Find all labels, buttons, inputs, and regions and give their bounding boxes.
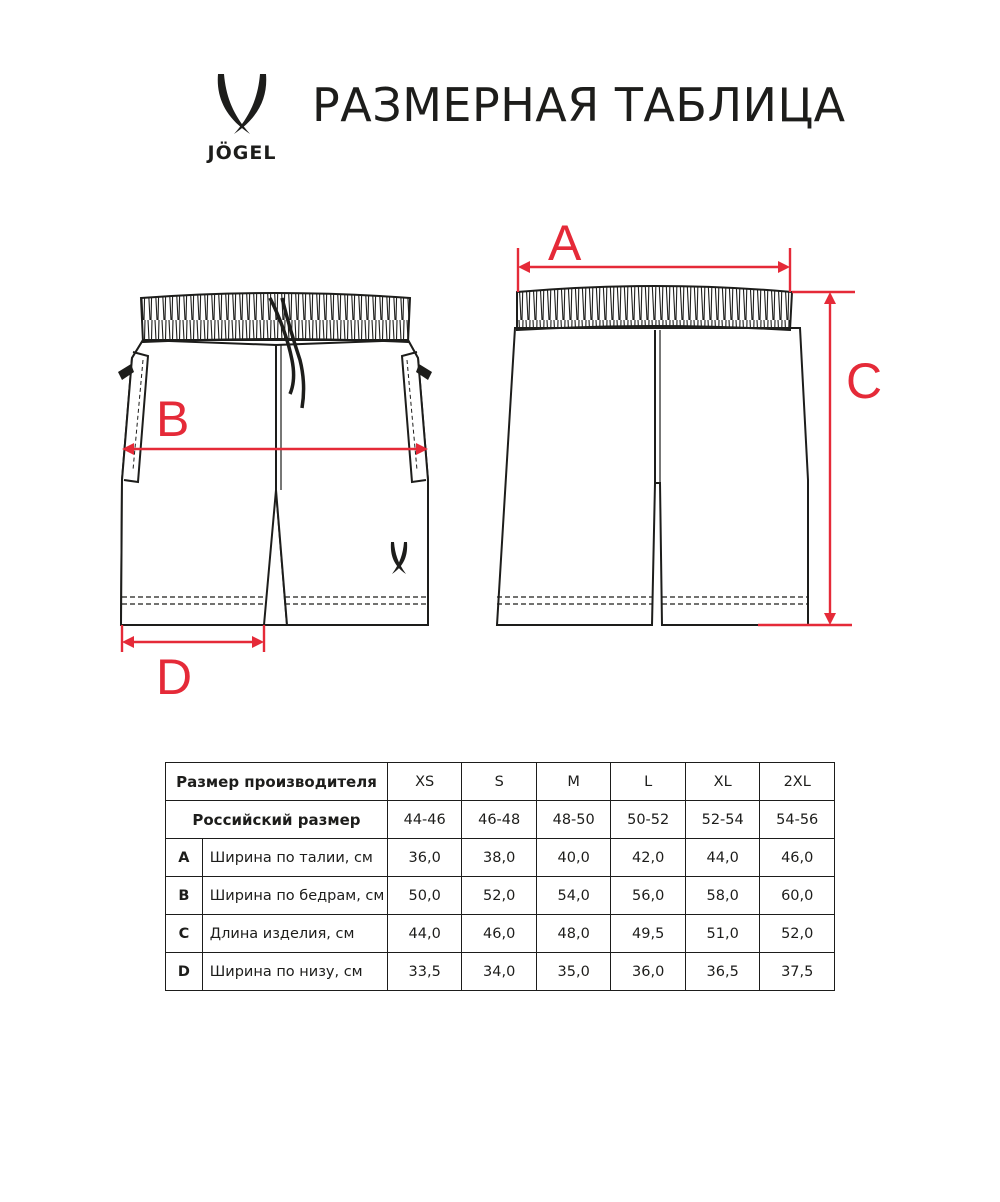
shorts-drawing: [0, 200, 1000, 720]
row-label: Длина изделия, см: [202, 915, 387, 953]
table-cell: 52,0: [462, 877, 537, 915]
table-cell: 60,0: [760, 877, 835, 915]
ru-size-cell: 44-46: [387, 801, 462, 839]
shorts-diagram: [0, 200, 1000, 720]
dimension-label-c: C: [846, 353, 883, 409]
table-cell: 40,0: [536, 839, 611, 877]
table-cell: 33,5: [387, 953, 462, 991]
dimension-label-d: D: [156, 649, 193, 705]
row-label: Ширина по низу, см: [202, 953, 387, 991]
row-label: Ширина по талии, см: [202, 839, 387, 877]
size-table: [165, 762, 835, 991]
table-header-row: [166, 763, 835, 801]
table-cell: 48,0: [536, 915, 611, 953]
ru-size-cell: 46-48: [462, 801, 537, 839]
shorts-back-view: [497, 286, 808, 625]
table-cell: 50,0: [387, 877, 462, 915]
size-cell: XL: [685, 763, 760, 801]
table-cell: 56,0: [611, 877, 686, 915]
row-letter: A: [166, 839, 203, 877]
table-cell: 46,0: [760, 839, 835, 877]
table-cell: 34,0: [462, 953, 537, 991]
row-letter: B: [166, 877, 203, 915]
ru-size-cell: 48-50: [536, 801, 611, 839]
row-letter: D: [166, 953, 203, 991]
row-label: Ширина по бедрам, см: [202, 877, 387, 915]
table-cell: 36,5: [685, 953, 760, 991]
table-row: [166, 877, 835, 915]
dimension-label-b: B: [156, 391, 190, 447]
size-cell: L: [611, 763, 686, 801]
table-cell: 38,0: [462, 839, 537, 877]
brand-logo-text: JÖGEL: [207, 142, 277, 164]
table-cell: 54,0: [536, 877, 611, 915]
table-row: [166, 915, 835, 953]
table-cell: 35,0: [536, 953, 611, 991]
table-cell: 58,0: [685, 877, 760, 915]
row-letter: C: [166, 915, 203, 953]
table-cell: 51,0: [685, 915, 760, 953]
table-row: [166, 839, 835, 877]
table-cell: 36,0: [611, 953, 686, 991]
table-cell: 44,0: [685, 839, 760, 877]
table-cell: 52,0: [760, 915, 835, 953]
table-row: [166, 953, 835, 991]
table-cell: 46,0: [462, 915, 537, 953]
table-cell: 36,0: [387, 839, 462, 877]
ru-size-row: [166, 801, 835, 839]
ru-size-cell: 54-56: [760, 801, 835, 839]
page-title: РАЗМЕРНАЯ ТАБЛИЦА: [312, 78, 846, 132]
ru-size-cell: 52-54: [685, 801, 760, 839]
table-cell: 44,0: [387, 915, 462, 953]
table-cell: 49,5: [611, 915, 686, 953]
size-cell: XS: [387, 763, 462, 801]
header-label: Размер производителя: [166, 763, 388, 801]
dimension-label-a: A: [548, 215, 582, 271]
size-cell: 2XL: [760, 763, 835, 801]
jogel-emblem-icon: [214, 72, 270, 136]
brand-logo: [190, 72, 294, 168]
table-cell: 37,5: [760, 953, 835, 991]
size-cell: S: [462, 763, 537, 801]
ru-size-label: Российский размер: [166, 801, 388, 839]
ru-size-cell: 50-52: [611, 801, 686, 839]
size-cell: M: [536, 763, 611, 801]
shorts-front-view: [118, 293, 432, 625]
table-cell: 42,0: [611, 839, 686, 877]
